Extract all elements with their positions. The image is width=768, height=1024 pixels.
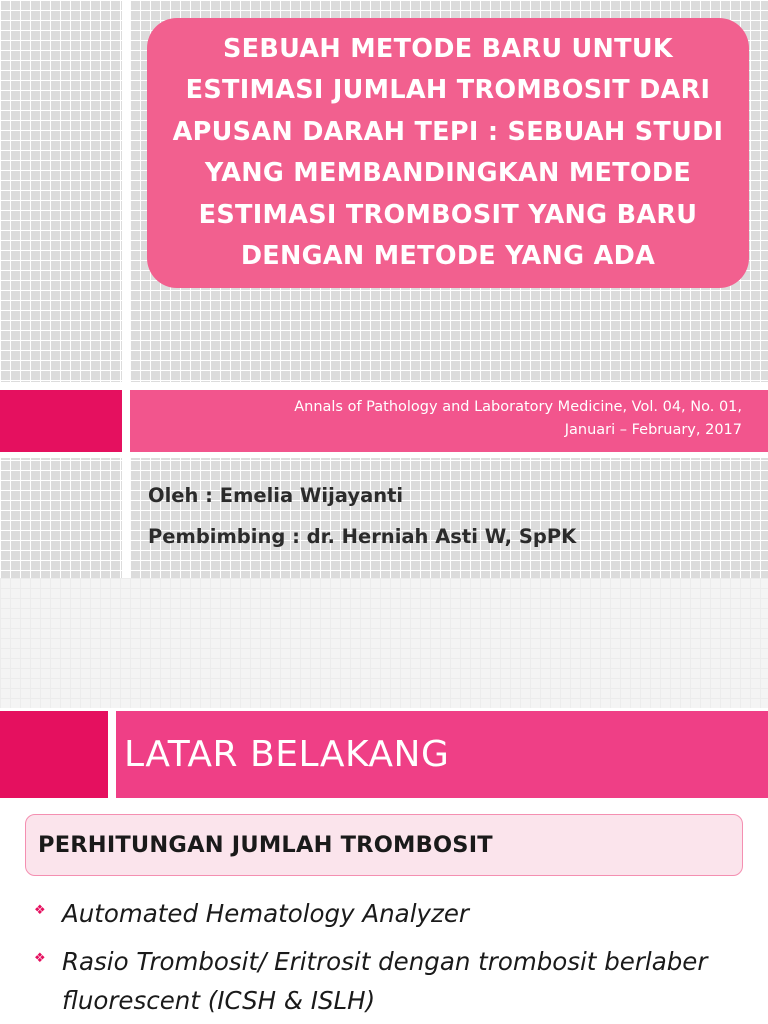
slide-title: SEBUAH METODE BARU UNTUK ESTIMASI JUMLAH TROMBOSIT DARI APUSAN DARAH TEPI : SEBUAH STUDI YANG MEMBANDINGKAN METODE ESTIMASI TROMBOSIT YANG BARU DENGAN METODE YANG ADA — [172, 33, 724, 271]
slide-heading: LATAR BELAKANG — [124, 734, 450, 775]
citation-band — [130, 390, 768, 452]
content-slide — [0, 708, 768, 1024]
title-box — [147, 18, 749, 288]
author-block — [148, 475, 748, 557]
bullet-list — [32, 894, 732, 1024]
subheading: PERHITUNGAN JUMLAH TROMBOSIT — [38, 832, 493, 858]
accent-block — [0, 390, 122, 452]
citation-line: Annals of Pathology and Laboratory Medicine, Vol. 04, No. 01, — [294, 399, 742, 415]
subheading-box — [25, 814, 743, 876]
accent-block — [0, 711, 108, 798]
supervisor-name: Pembimbing : dr. Herniah Asti W, SpPK — [148, 525, 577, 548]
author-name: Oleh : Emelia Wijayanti — [148, 484, 404, 507]
list-item — [32, 894, 732, 933]
grid-divider-vertical — [122, 0, 130, 578]
grid-divider-horizontal — [0, 452, 768, 458]
diamond-bullet-icon: ❖ — [34, 903, 46, 918]
slide-separator — [0, 578, 768, 708]
diamond-bullet-icon: ❖ — [34, 951, 46, 966]
bullet-text: Automated Hematology Analyzer — [62, 899, 470, 928]
grid-divider-horizontal — [0, 382, 768, 390]
bullet-text: Rasio Trombosit/ Eritrosit dengan trombosit berlaber fluorescent (ICSH & ISLH) — [62, 947, 708, 1015]
slide-header — [116, 711, 768, 798]
citation-line: Januari – February, 2017 — [564, 422, 742, 438]
list-item — [32, 942, 732, 1020]
